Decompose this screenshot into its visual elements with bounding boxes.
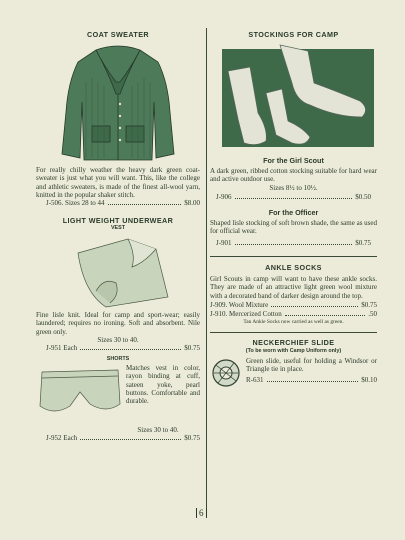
section-divider (210, 256, 377, 257)
slide-illustration (210, 357, 242, 389)
neckerchief-slide-subtitle: (To be worn with Camp Uniform only) (245, 348, 342, 355)
ankle-socks-description: Girl Scouts in camp will want to have these ankle socks. They are made of an attractive light green wool mixture with a decorated band of darker design around the top. (210, 275, 377, 300)
right-column (210, 30, 377, 389)
coat-sweater-illustration (36, 42, 200, 166)
shorts-price: $0.75 (184, 434, 200, 443)
shorts-description: Matches vest in color, rayon binding at cuff, sateen yoke, pearl buttons. Comfortable and durable. (126, 364, 200, 406)
leader-dots (235, 193, 353, 199)
girl-scout-description: A dark green, ribbed cotton stocking suitable for hard wear and active outdoor use. (210, 167, 377, 184)
cotton-price: .50 (368, 310, 377, 319)
leader-dots (235, 239, 353, 245)
page-number: 6 (196, 508, 207, 518)
slide-price-line (246, 376, 377, 385)
vest-sizes: Sizes 30 to 40. (97, 336, 139, 345)
girl-scout-item: J-906 (216, 192, 232, 201)
leader-dots (80, 434, 181, 440)
vest-price-line (36, 344, 200, 353)
vest-price: $0.75 (184, 344, 200, 353)
leader-dots (271, 301, 358, 307)
coat-sweater-description: For really chilly weather the heavy dark green coat-sweater is just what you will want. This, like the college and athletic sweaters, is made of the finest all-wool yarn, knitted in the popular shaker stitch. (36, 166, 200, 199)
shorts-sizes: Sizes 30 to 40. (137, 426, 179, 435)
leader-dots (80, 344, 181, 350)
shorts-illustration (36, 364, 124, 426)
stockings-illustration (210, 43, 377, 153)
coat-sweater-price-line (36, 199, 200, 208)
slide-item: R-631 (246, 375, 264, 384)
left-column (36, 30, 200, 443)
officer-price-line (210, 239, 377, 248)
girl-scout-price: $0.50 (355, 192, 371, 201)
vest-item: J-951 Each (46, 344, 78, 353)
wool-mixture-item: J-909. Wool Mixture (210, 301, 269, 310)
column-divider (206, 28, 207, 508)
stockings-title: STOCKINGS FOR CAMP (248, 30, 339, 39)
vest-description: Fine lisle knit. Ideal for camp and sport-wear; easily laundered; requires no ironing. Soft and absorbent. Nile green only. (36, 311, 200, 336)
ankle-socks-title: ANKLE SOCKS (265, 263, 322, 273)
neckerchief-slide-description: Green slide, useful for holding a Windsor or Triangle tie in place. (246, 357, 377, 374)
wool-mixture-price-line (210, 301, 377, 310)
officer-description: Shaped lisle stocking of soft brown shade, the same as used for official wear. (210, 218, 377, 235)
neckerchief-slide-title: NECKERCHIEF SLIDE (252, 338, 335, 348)
underwear-title: LIGHT WEIGHT UNDERWEAR (62, 216, 174, 226)
section-divider (210, 332, 377, 333)
leader-dots (267, 376, 359, 382)
leader-dots (285, 310, 366, 316)
girl-scout-price-line (210, 193, 377, 202)
cotton-price-line (210, 310, 377, 319)
girl-scout-sizes: Sizes 8½ to 10½. (269, 183, 318, 192)
officer-item: J-901 (216, 239, 232, 248)
vest-illustration (36, 233, 200, 311)
coat-sweater-title: COAT SWEATER (86, 30, 150, 39)
coat-sweater-price: $8.00 (184, 199, 200, 208)
wool-mixture-price: $0.75 (361, 301, 377, 310)
cotton-item: J-910. Mercerized Cotton (210, 310, 282, 319)
slide-price: $0.10 (361, 375, 377, 384)
officer-price: $0.75 (355, 239, 371, 248)
shorts-label: SHORTS (106, 356, 130, 363)
girl-scout-heading: For the Girl Scout (263, 156, 324, 165)
vest-label: VEST (110, 225, 126, 232)
officer-heading: For the Officer (268, 207, 319, 217)
shorts-item: J-952 Each (46, 434, 78, 443)
leader-dots (108, 199, 182, 205)
coat-sweater-item: J-506. Sizes 28 to 44 (46, 199, 105, 208)
shorts-price-line (36, 434, 200, 443)
ankle-socks-note: Tan Ankle Socks now carried as well as green. (243, 319, 344, 326)
